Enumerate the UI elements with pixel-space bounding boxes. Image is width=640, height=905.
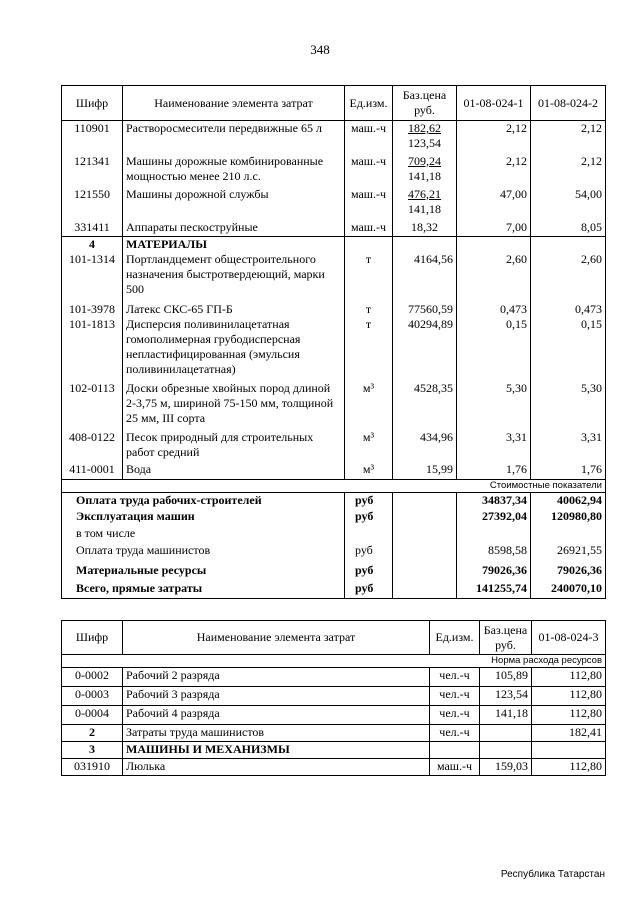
row-unit: чел.-ч [430,725,480,742]
row-value-b: 2,12 [531,121,606,154]
row-code: 110901 [62,121,123,154]
row-price: 123,54 [480,687,532,706]
row-code: 031910 [62,759,123,776]
summary-unit: руб [345,581,393,598]
row-value-b: 54,00 [531,187,606,220]
summary-row [62,563,606,581]
summary-row [62,509,606,526]
summary-row [62,492,606,509]
row-code: 0-0004 [62,706,123,725]
row-value-b: 3,31 [531,430,606,462]
row-price [393,154,457,187]
summary-name: Материальные ресурсы [62,563,345,581]
row-price: 15,99 [393,462,457,479]
header-col-a: 01-08-024-1 [457,86,531,121]
row-value-a: 3,31 [457,430,531,462]
table-row [62,462,606,479]
row-name: Латекс СКС-65 ГП-Б [123,302,345,317]
row-name: Портландцемент общестроительного назначения быстротвердеющий, марки 500 [123,252,345,302]
row-price: 4528,35 [393,381,457,430]
summary-unit: руб [345,543,393,563]
header-name: Наименование элемента затрат [123,86,345,121]
row-value-a: 182,41 [532,725,606,742]
summary-value-a: 141255,74 [457,581,531,598]
row-value-a: 2,60 [457,252,531,302]
cost-section-row [62,479,606,492]
row-value-b: 2,60 [531,252,606,302]
row-name: Люлька [123,759,430,776]
summary-row [62,526,606,543]
row-price: 40294,89 [393,317,457,381]
section-code: 3 [62,742,123,759]
row-name: Машины дорожные комбинированные мощностью менее 210 л.с. [123,154,345,187]
table-row [62,687,606,706]
section-title: МАТЕРИАЛЫ [123,237,345,253]
row-code: 121341 [62,154,123,187]
row-price: 159,03 [480,759,532,776]
row-code: 411-0001 [62,462,123,479]
row-value-a: 112,80 [532,668,606,687]
table-row [62,252,606,302]
row-code: 101-3978 [62,302,123,317]
row-value-a: 2,12 [457,121,531,154]
summary-unit: руб [345,492,393,509]
row-price: 434,96 [393,430,457,462]
row-value-a: 47,00 [457,187,531,220]
summary-value-b: 40062,94 [531,492,606,509]
region-footer: Республика Татарстан [500,869,605,880]
summary-value-a: 27392,04 [457,509,531,526]
row-unit: чел.-ч [430,706,480,725]
row-price: 105,89 [480,668,532,687]
row-unit: м³ [345,462,393,479]
row-value-b: 2,12 [531,154,606,187]
row-value-b: 0,15 [531,317,606,381]
header-unit: Ед.изм. [430,621,480,655]
row-unit: чел.-ч [430,668,480,687]
row-price: 18,32 [393,220,457,237]
row-code: 121550 [62,187,123,220]
row-value-a: 2,12 [457,154,531,187]
table2-header-row [62,621,606,655]
row-name: Затраты труда машинистов [123,725,430,742]
row-price [393,187,457,220]
row-price-secondary: 141,18 [408,201,441,216]
row-value-a: 112,80 [532,687,606,706]
row-unit: чел.-ч [430,687,480,706]
row-code: 101-1813 [62,317,123,381]
row-value-b: 5,30 [531,381,606,430]
row-code: 0-0003 [62,687,123,706]
norm-label: Норма расхода ресурсов [62,655,606,668]
norm-section-row [62,655,606,668]
summary-row [62,543,606,563]
summary-value-a: 34837,34 [457,492,531,509]
row-unit: м³ [345,381,393,430]
section-title: МАШИНЫ И МЕХАНИЗМЫ [123,742,430,759]
row-price [480,725,532,742]
row-code: 0-0002 [62,668,123,687]
summary-name: Эксплуатация машин [62,509,345,526]
row-value-a: 5,30 [457,381,531,430]
row-unit: маш.-ч [345,187,393,220]
table-row [62,725,606,742]
summary-name: в том числе [62,526,345,543]
header-col-a: 01-08-024-3 [532,621,606,655]
summary-value-a: 79026,36 [457,563,531,581]
table-row [62,220,606,237]
table1-header-row [62,86,606,121]
row-price-main: 182,62 [408,121,441,135]
table-row [62,381,606,430]
row-code: 102-0113 [62,381,123,430]
summary-name: Всего, прямые затраты [62,581,345,598]
row-unit: маш.-ч [345,220,393,237]
row-unit: т [345,317,393,381]
header-price: Баз.цена руб. [393,86,457,121]
table-row [62,668,606,687]
row-price [393,121,457,154]
resource-table-1 [61,85,606,599]
summary-name: Оплата труда машинистов [62,543,345,563]
summary-value-a: 8598,58 [457,543,531,563]
header-name: Наименование элемента затрат [123,621,430,655]
row-name: Дисперсия поливинилацетатная гомополимерная грубодисперсная непластифицированная (эмульсия поливинилацетатная) [123,317,345,381]
row-price-secondary: 123,54 [408,136,441,150]
summary-row [62,581,606,598]
resource-table-2 [61,620,606,776]
table-row [62,187,606,220]
row-value-b: 8,05 [531,220,606,237]
table-row [62,154,606,187]
row-price: 4164,56 [393,252,457,302]
row-value-a: 0,473 [457,302,531,317]
row-name: Вода [123,462,345,479]
cost-section-label: Стоимостные показатели [62,479,606,492]
row-unit: м³ [345,430,393,462]
row-code: 2 [62,725,123,742]
row-value-a: 7,00 [457,220,531,237]
row-name: Рабочий 4 разряда [123,706,430,725]
summary-value-b: 26921,55 [531,543,606,563]
section-code: 4 [62,237,123,253]
row-name: Песок природный для строительных работ средний [123,430,345,462]
row-price-secondary: 141,18 [408,168,441,183]
row-price-main: 476,21 [408,186,441,201]
summary-unit: руб [345,509,393,526]
table-row [62,759,606,776]
table-row [62,302,606,317]
row-name: Рабочий 3 разряда [123,687,430,706]
row-name: Растворосмесители передвижные 65 л [123,121,345,154]
summary-value-b: 79026,36 [531,563,606,581]
row-price-main: 709,24 [408,153,441,168]
table-row [62,317,606,381]
summary-unit: руб [345,563,393,581]
row-unit: т [345,302,393,317]
row-value-b: 1,76 [531,462,606,479]
summary-value-b: 240070,10 [531,581,606,598]
row-price: 77560,59 [393,302,457,317]
row-value-b: 0,473 [531,302,606,317]
row-name: Машины дорожной службы [123,187,345,220]
table-row [62,706,606,725]
row-unit: т [345,252,393,302]
table-row [62,121,606,154]
table-row [62,430,606,462]
row-code: 408-0122 [62,430,123,462]
summary-name: Оплата труда рабочих-строителей [62,492,345,509]
row-value-a: 112,80 [532,759,606,776]
row-unit: маш.-ч [345,154,393,187]
section-row [62,237,606,253]
row-name: Рабочий 2 разряда [123,668,430,687]
page-number: 348 [310,42,330,57]
row-unit: маш.-ч [430,759,480,776]
header-unit: Ед.изм. [345,86,393,121]
row-name: Аппараты пескоструйные [123,220,345,237]
section-row [62,742,606,759]
row-unit: маш.-ч [345,121,393,154]
header-col-b: 01-08-024-2 [531,86,606,121]
row-name: Доски обрезные хвойных пород длиной 2-3,75 м, шириной 75-150 мм, толщиной 25 мм, III сорта [123,381,345,430]
summary-value-b: 120980,80 [531,509,606,526]
row-value-a: 1,76 [457,462,531,479]
row-value-a: 112,80 [532,706,606,725]
row-price: 141,18 [480,706,532,725]
row-value-a: 0,15 [457,317,531,381]
header-price: Баз.цена руб. [480,621,532,655]
header-code: Шифр [62,86,123,121]
row-code: 331411 [62,220,123,237]
header-code: Шифр [62,621,123,655]
row-code: 101-1314 [62,252,123,302]
